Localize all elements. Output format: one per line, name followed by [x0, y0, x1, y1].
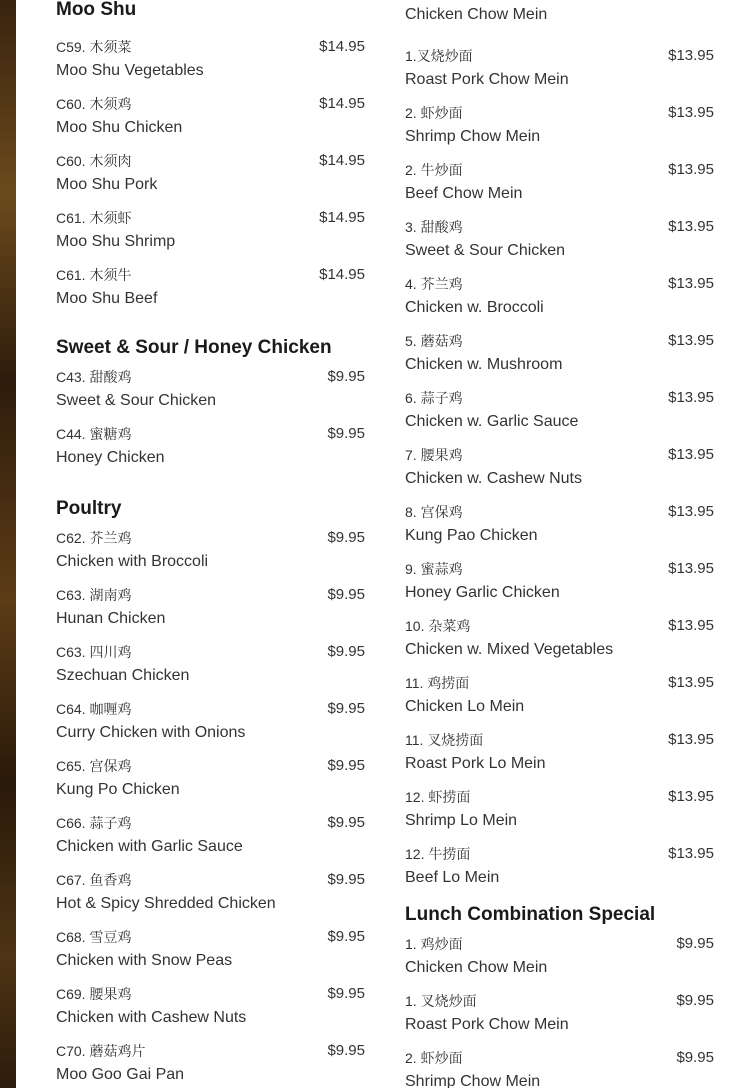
- item-name: Hunan Chicken: [56, 610, 166, 627]
- item-name: Moo Shu Shrimp: [56, 233, 176, 250]
- menu-item[interactable]: [56, 587, 365, 644]
- item-code: C67. 鱼香鸡: [56, 872, 132, 888]
- item-name: Moo Goo Gai Pan: [56, 1066, 185, 1083]
- menu-item[interactable]: [405, 846, 714, 903]
- menu-item[interactable]: [56, 644, 365, 701]
- menu-item[interactable]: [56, 210, 365, 267]
- item-name: Szechuan Chicken: [56, 667, 190, 684]
- menu-item[interactable]: [405, 390, 714, 447]
- item-code: 11. 鸡捞面: [405, 675, 470, 691]
- item-price: $13.95: [668, 47, 714, 64]
- item-name: Chicken Chow Mein: [405, 959, 548, 976]
- item-name: Chicken Lo Mein: [405, 698, 525, 715]
- item-name: Chicken w. Cashew Nuts: [405, 470, 582, 487]
- item-name: Sweet & Sour Chicken: [56, 392, 217, 409]
- moo-shu-list: [56, 39, 365, 324]
- menu-item[interactable]: [405, 105, 714, 162]
- item-name: Kung Po Chicken: [56, 781, 180, 798]
- item-code: C44. 蜜糖鸡: [56, 426, 132, 442]
- background-image-strip: [0, 0, 16, 1088]
- item-code: C62. 芥兰鸡: [56, 530, 132, 546]
- item-code: C59. 木须菜: [56, 39, 132, 55]
- section-poultry: [56, 499, 365, 1088]
- item-name: Chicken w. Broccoli: [405, 299, 544, 316]
- item-code: C61. 木须虾: [56, 210, 132, 226]
- menu-item[interactable]: [405, 48, 714, 105]
- item-price: $13.95: [668, 674, 714, 691]
- item-code: C60. 木须鸡: [56, 96, 132, 112]
- menu-item[interactable]: [405, 276, 714, 333]
- menu-item[interactable]: [56, 758, 365, 815]
- menu-item[interactable]: [405, 618, 714, 675]
- chow-lo-mein-list: [405, 48, 714, 903]
- menu-item[interactable]: [405, 936, 714, 993]
- item-name: Moo Shu Vegetables: [56, 62, 204, 79]
- poultry-list: [56, 530, 365, 1088]
- item-price: $9.95: [676, 992, 714, 1009]
- item-name: Chicken w. Garlic Sauce: [405, 413, 579, 430]
- sweet-sour-list: [56, 369, 365, 483]
- item-code: 6. 蒜子鸡: [405, 390, 463, 406]
- item-name: Roast Pork Chow Mein: [405, 71, 569, 88]
- item-name: Moo Shu Chicken: [56, 119, 183, 136]
- menu-item[interactable]: [56, 426, 365, 483]
- item-name: Chicken w. Mushroom: [405, 356, 563, 373]
- item-code: 9. 蜜蒜鸡: [405, 561, 463, 577]
- menu-item[interactable]: [405, 162, 714, 219]
- menu-item[interactable]: [405, 447, 714, 504]
- item-price: $13.95: [668, 218, 714, 235]
- item-code: C63. 湖南鸡: [56, 587, 132, 603]
- item-code: C70. 蘑菇鸡片: [56, 1043, 146, 1059]
- item-price: $14.95: [319, 38, 365, 55]
- menu-item[interactable]: [56, 96, 365, 153]
- item-price: $9.95: [327, 1042, 365, 1059]
- item-name: Moo Shu Beef: [56, 290, 158, 307]
- menu-item[interactable]: [56, 39, 365, 96]
- menu-item[interactable]: [405, 561, 714, 618]
- item-price: $13.95: [668, 788, 714, 805]
- item-code: 2. 牛炒面: [405, 162, 463, 178]
- category-title: Lunch Combination Special: [405, 904, 656, 925]
- partial-item-name: Chicken Chow Mein: [405, 6, 548, 23]
- item-name: Beef Lo Mein: [405, 869, 500, 886]
- item-price: $9.95: [327, 757, 365, 774]
- menu-item[interactable]: [405, 675, 714, 732]
- item-name: Chicken with Broccoli: [56, 553, 209, 570]
- menu-item[interactable]: [405, 732, 714, 789]
- menu-item[interactable]: [405, 993, 714, 1050]
- item-name: Kung Pao Chicken: [405, 527, 538, 544]
- item-name: Chicken with Snow Peas: [56, 952, 233, 969]
- item-price: $13.95: [668, 161, 714, 178]
- item-price: $14.95: [319, 209, 365, 226]
- item-name: Chicken with Cashew Nuts: [56, 1009, 247, 1026]
- item-code: C65. 宫保鸡: [56, 758, 132, 774]
- menu-item[interactable]: [56, 1043, 365, 1088]
- item-name: Shrimp Chow Mein: [405, 1073, 541, 1088]
- item-price: $9.95: [327, 643, 365, 660]
- item-name: Roast Pork Chow Mein: [405, 1016, 569, 1033]
- item-price: $14.95: [319, 266, 365, 283]
- item-code: C66. 蒜子鸡: [56, 815, 132, 831]
- item-code: 10. 杂菜鸡: [405, 618, 471, 634]
- category-title: Moo Shu: [56, 0, 137, 20]
- menu-item[interactable]: [56, 267, 365, 324]
- menu-item[interactable]: [56, 815, 365, 872]
- item-code: C43. 甜酸鸡: [56, 369, 132, 385]
- menu-column-left: [56, 0, 365, 1088]
- item-code: 11. 叉烧捞面: [405, 732, 484, 748]
- menu-item[interactable]: [56, 872, 365, 929]
- item-name: Beef Chow Mein: [405, 185, 523, 202]
- item-code: 1. 叉烧炒面: [405, 993, 477, 1009]
- item-name: Shrimp Chow Mein: [405, 128, 541, 145]
- item-price: $9.95: [327, 368, 365, 385]
- item-name: Chicken with Garlic Sauce: [56, 838, 243, 855]
- item-code: 8. 宫保鸡: [405, 504, 463, 520]
- item-code: 2. 虾炒面: [405, 1050, 463, 1066]
- menu-item[interactable]: [405, 333, 714, 390]
- item-price: $13.95: [668, 104, 714, 121]
- menu-item[interactable]: [405, 219, 714, 276]
- section-sweet-sour-honey: [56, 338, 365, 483]
- item-price: $13.95: [668, 731, 714, 748]
- menu-item[interactable]: [56, 530, 365, 587]
- category-title: Sweet & Sour / Honey Chicken: [56, 337, 332, 358]
- item-price: $14.95: [319, 152, 365, 169]
- item-name: Honey Garlic Chicken: [405, 584, 560, 601]
- item-name: Moo Shu Pork: [56, 176, 158, 193]
- item-code: C69. 腰果鸡: [56, 986, 132, 1002]
- item-price: $13.95: [668, 275, 714, 292]
- item-name: Curry Chicken with Onions: [56, 724, 246, 741]
- item-name: Roast Pork Lo Mein: [405, 755, 546, 772]
- item-code: 12. 牛捞面: [405, 846, 471, 862]
- menu-item[interactable]: [56, 986, 365, 1043]
- menu-item[interactable]: [405, 504, 714, 561]
- item-price: $13.95: [668, 503, 714, 520]
- item-price: $14.95: [319, 95, 365, 112]
- item-price: $9.95: [327, 425, 365, 442]
- item-price: $13.95: [668, 560, 714, 577]
- menu-item[interactable]: [405, 789, 714, 846]
- menu-item[interactable]: [56, 701, 365, 758]
- item-price: $13.95: [668, 446, 714, 463]
- menu-column-right: [405, 0, 714, 1088]
- section-moo-shu: [56, 0, 365, 324]
- item-code: 1.叉烧炒面: [405, 48, 473, 64]
- item-code: C60. 木须肉: [56, 153, 132, 169]
- item-price: $9.95: [327, 985, 365, 1002]
- item-code: 12. 虾捞面: [405, 789, 471, 805]
- item-name: Shrimp Lo Mein: [405, 812, 518, 829]
- item-price: $9.95: [676, 1049, 714, 1066]
- item-price: $9.95: [676, 935, 714, 952]
- item-code: 2. 虾炒面: [405, 105, 463, 121]
- item-code: C61. 木须牛: [56, 267, 132, 283]
- item-code: 1. 鸡炒面: [405, 936, 463, 952]
- item-code: 3. 甜酸鸡: [405, 219, 463, 235]
- item-name: Hot & Spicy Shredded Chicken: [56, 895, 276, 912]
- item-price: $9.95: [327, 529, 365, 546]
- item-price: $13.95: [668, 617, 714, 634]
- item-code: 4. 芥兰鸡: [405, 276, 463, 292]
- item-code: C64. 咖喱鸡: [56, 701, 132, 717]
- item-name: Sweet & Sour Chicken: [405, 242, 566, 259]
- menu-item[interactable]: [56, 153, 365, 210]
- item-price: $9.95: [327, 871, 365, 888]
- item-name: Honey Chicken: [56, 449, 165, 466]
- item-code: C68. 雪豆鸡: [56, 929, 132, 945]
- menu-item[interactable]: [56, 929, 365, 986]
- item-code: C63. 四川鸡: [56, 644, 132, 660]
- item-price: $9.95: [327, 814, 365, 831]
- item-price: $9.95: [327, 700, 365, 717]
- item-name: Chicken w. Mixed Vegetables: [405, 641, 614, 658]
- menu-item[interactable]: [56, 369, 365, 426]
- section-lunch-combination: [405, 905, 714, 1088]
- item-price: $9.95: [327, 928, 365, 945]
- item-price: $13.95: [668, 389, 714, 406]
- item-price: $9.95: [327, 586, 365, 603]
- menu-item[interactable]: [405, 1050, 714, 1088]
- item-price: $13.95: [668, 845, 714, 862]
- item-code: 5. 蘑菇鸡: [405, 333, 463, 349]
- item-code: 7. 腰果鸡: [405, 447, 463, 463]
- lunch-combo-list: [405, 936, 714, 1088]
- category-title: Poultry: [56, 498, 122, 519]
- item-price: $13.95: [668, 332, 714, 349]
